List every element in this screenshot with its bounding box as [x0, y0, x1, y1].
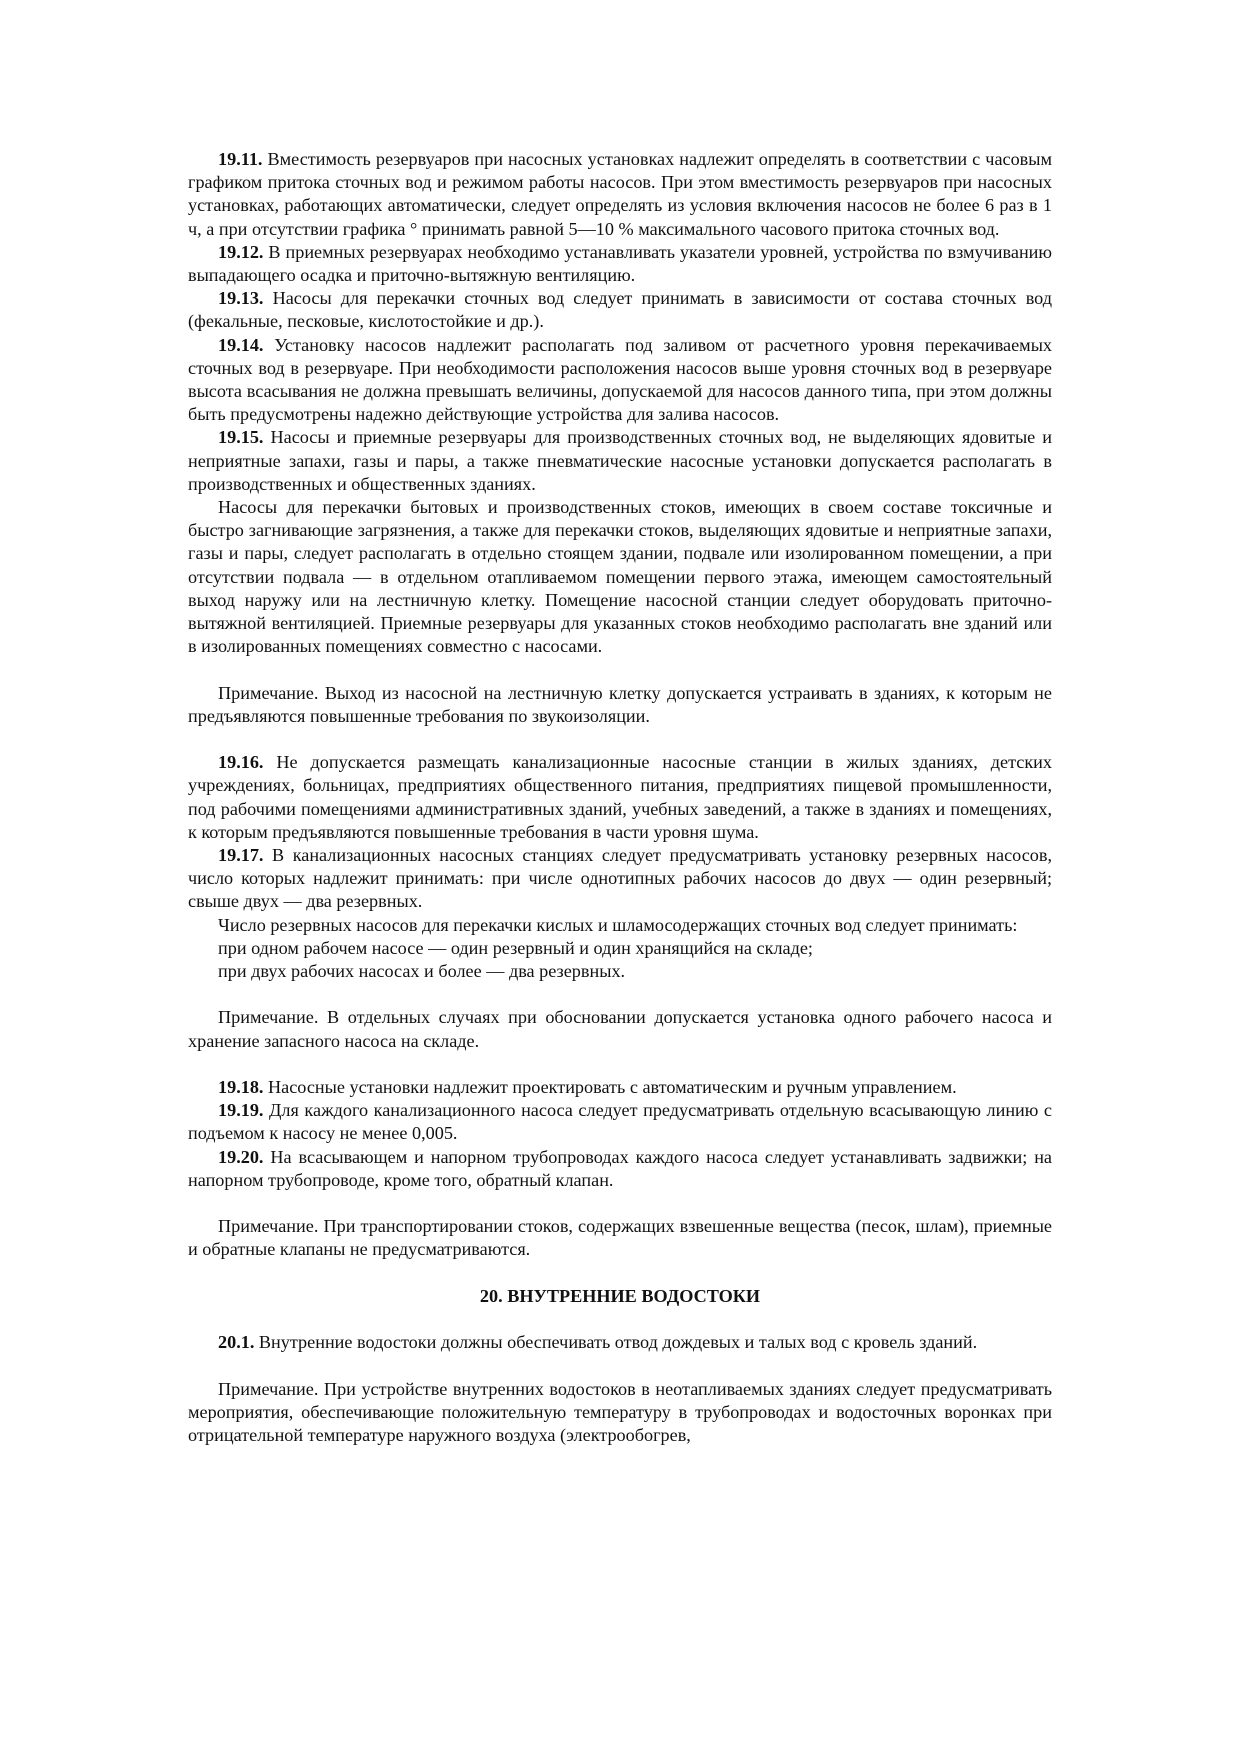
clause-number: 20.1.: [218, 1332, 255, 1353]
clause-19-16: [188, 751, 1052, 844]
clause-text: Насосные установки надлежит проектировать с автоматическим и ручным управлением.: [268, 1077, 957, 1098]
clause-text: Для каждого канализационного насоса следует предусматривать отдельную всасывающую линию с подъемом к насосу не менее 0,005.: [188, 1100, 1053, 1144]
clause-number: 19.14.: [218, 334, 264, 355]
clause-number: 19.17.: [218, 845, 264, 866]
spacer: [188, 983, 1052, 1006]
clause-number: 19.13.: [218, 288, 264, 309]
note-3: [188, 1215, 1052, 1261]
clause-19-19: [188, 1099, 1052, 1145]
clause-text: Насосы для перекачки сточных вод следует принимать в зависимости от состава сточных вод (фекальные, песковые, кислотостойкие и др.).: [188, 288, 1053, 332]
clause-number: 19.15.: [218, 427, 264, 448]
clause-text: На всасывающем и напорном трубопроводах каждого насоса следует устанавливать задвижки; на напорном трубопроводе, кроме того, обратный клапан.: [188, 1146, 1053, 1190]
note-2: [188, 1006, 1052, 1052]
spacer: [188, 728, 1052, 751]
clause-19-15-continuation: [188, 496, 1052, 658]
clause-19-15: [188, 426, 1052, 496]
note-1: [188, 682, 1052, 728]
clause-number: 19.12.: [218, 241, 264, 262]
clause-number: 19.20.: [218, 1146, 264, 1167]
spacer: [188, 1262, 1052, 1285]
clause-19-17: [188, 844, 1052, 914]
clause-number: 19.11.: [218, 149, 263, 169]
clause-19-17-continuation: [188, 914, 1052, 937]
note-text: Примечание. Выход из насосной на лестничную клетку допускается устраивать в зданиях, к которым не предъявляются повышенные требования по звукоизоляции.: [188, 682, 1052, 726]
clause-text: Не допускается размещать канализационные насосные станции в жилых зданиях, детских учреждениях, больницах, предприятиях общественного питания, предприятиях пищевой промышленности, под рабочими помещениями административных зданий, учебных заведений, а также в зданиях и помещениях, к которым предъявляются повышенные требования в части уровня шума.: [188, 752, 1052, 842]
note-text: Примечание. При устройстве внутренних водостоков в неотапливаемых зданиях следует предусматривать мероприятия, обеспечивающие положительную температуру в трубопроводах и водосточных воронках при отрицательной температуре наружного воздуха (электрообогрев,: [188, 1378, 1052, 1446]
clause-19-17-item-2: [188, 960, 1052, 983]
clause-text: В канализационных насосных станциях следует предусматривать установку резервных насосов, число которых надлежит принимать: при числе однотипных рабочих насосов до двух — один резервный; свыше двух — два резервных.: [188, 845, 1052, 912]
note-text: Примечание. В отдельных случаях при обосновании допускается установка одного рабочего насоса и хранение запасного насоса на складе.: [188, 1007, 1052, 1051]
spacer: [188, 1053, 1052, 1076]
clause-19-18: [188, 1076, 1052, 1099]
clause-text: В приемных резервуарах необходимо устанавливать указатели уровней, устройства по взмучиванию выпадающего осадка и приточно-вытяжную вентиляцию.: [188, 241, 1053, 286]
clause-number: 19.18.: [218, 1077, 264, 1098]
clause-19-12: [188, 241, 1052, 287]
section-heading-20: 20. ВНУТРЕННИЕ ВОДОСТОКИ: [479, 1285, 761, 1306]
clause-19-20: [188, 1146, 1052, 1192]
document-page: [188, 148, 1052, 1447]
clause-19-11: [188, 148, 1052, 241]
clause-text: Число резервных насосов для перекачки кислых и шламосодержащих сточных вод следует принимать:: [218, 914, 1018, 935]
clause-text: Насосы для перекачки бытовых и производственных стоков, имеющих в своем составе токсичные и быстро загнивающие загрязнения, а также для перекачки стоков, выделяющих ядовитые и неприятные запахи, газы и пары, следует располагать в отдельно стоящем здании, подвале или изолированном помещении, а при отсутствии подвала — в отдельном отапливаемом помещении первого этажа, имеющем самостоятельный выход наружу или на лестничную клетку. Помещение насосной станции следует оборудовать приточно-вытяжной вентиляцией. Приемные резервуары для указанных стоков необходимо располагать вне зданий или в изолированных помещениях совместно с насосами.: [188, 497, 1052, 657]
clause-text: Насосы и приемные резервуары для производственных сточных вод, не выделяющих ядовитые и неприятные запахи, газы и пары, а также пневматические насосные установки допускается располагать в производственных и общественных зданиях.: [188, 427, 1053, 494]
clause-text: при двух рабочих насосах и более — два резервных.: [218, 961, 626, 982]
clause-text: Вместимость резервуаров при насосных установках надлежит определять в соответствии с часовым графиком притока сточных вод и режимом работы насосов. При этом вместимость резервуаров при насосных установках, работающих автоматически, следует определять из условия включения насосов не более 6 раз в 1 ч, а при отсутствии графика ° принимать равной 5—10 % максимального часового притока сточных вод.: [188, 149, 1052, 239]
clause-text: Установку насосов надлежит располагать под заливом от расчетного уровня перекачиваемых сточных вод в резервуаре. При необходимости расположения насосов выше уровня сточных вод в резервуаре высота всасывания не должна превышать величины, допускаемой для насосов данного типа, при этом должны быть предусмотрены надежно действующие устройства для залива насосов.: [188, 334, 1053, 425]
spacer: [188, 1308, 1052, 1331]
spacer: [188, 1354, 1052, 1377]
clause-text: Внутренние водостоки должны обеспечивать отвод дождевых и талых вод с кровель зданий.: [258, 1332, 978, 1353]
clause-number: 19.19.: [218, 1100, 264, 1121]
clause-number: 19.16.: [218, 752, 264, 773]
spacer: [188, 658, 1052, 681]
clause-20-1: [188, 1331, 1052, 1354]
note-4: [188, 1378, 1052, 1448]
clause-19-13: [188, 287, 1052, 333]
spacer: [188, 1192, 1052, 1215]
note-text: Примечание. При транспортировании стоков, содержащих взвешенные вещества (песок, шлам), приемные и обратные клапаны не предусматриваются.: [188, 1216, 1052, 1260]
clause-19-14: [188, 334, 1052, 427]
clause-19-17-item-1: [188, 937, 1052, 960]
clause-text: при одном рабочем насосе — один резервный и один хранящийся на складе;: [218, 937, 813, 958]
